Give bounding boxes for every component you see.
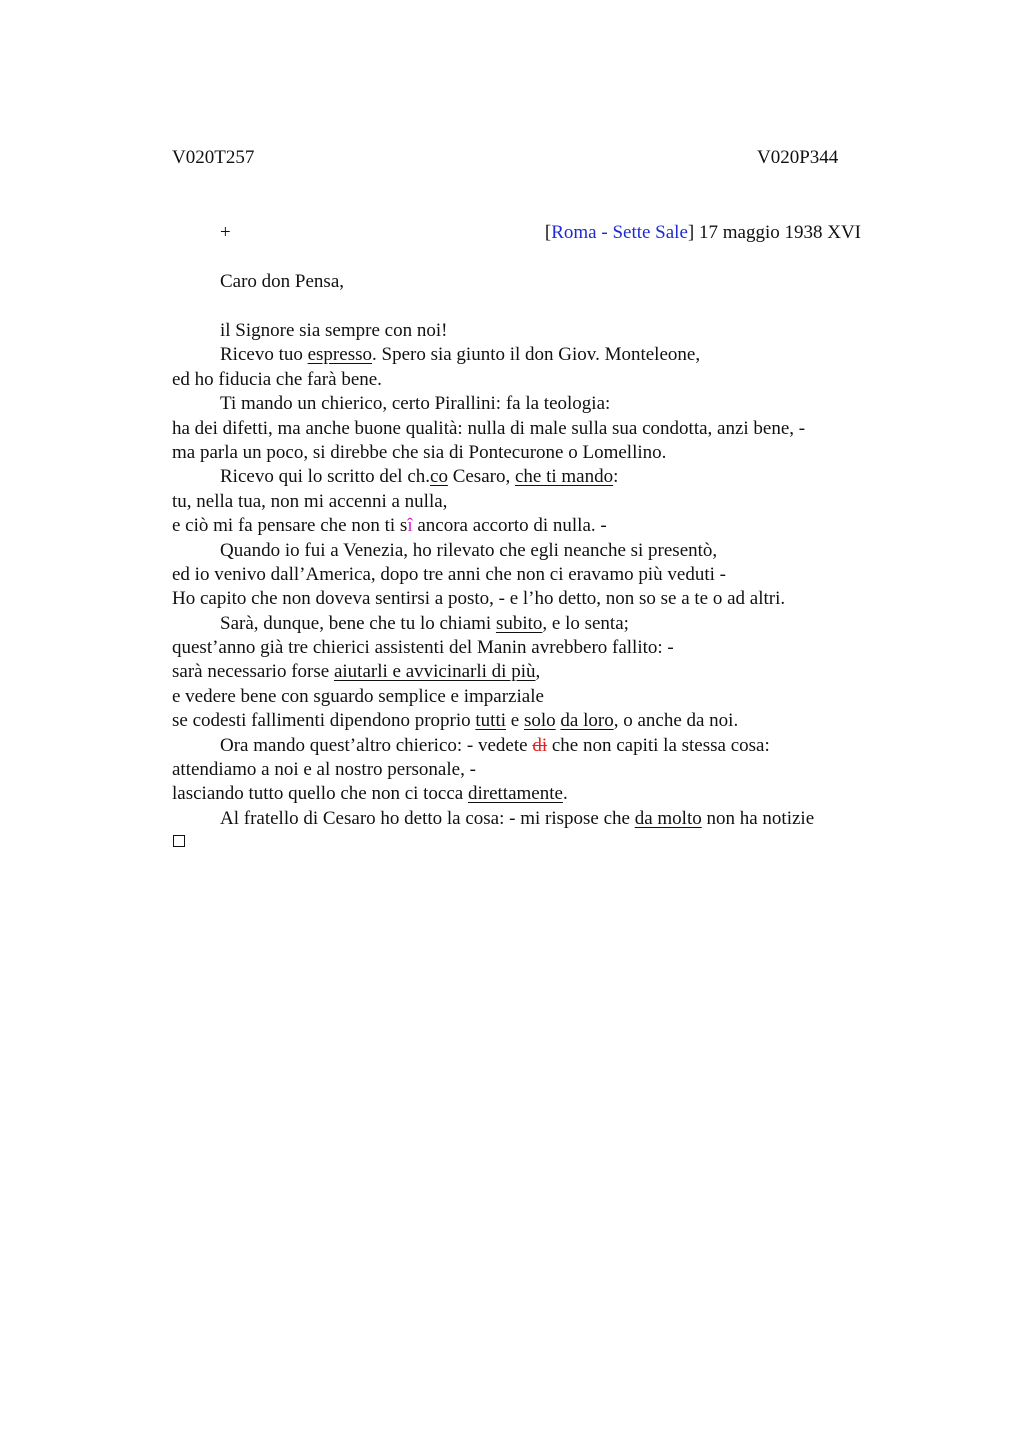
text-line: Ti mando un chierico, certo Pirallini: fa la teologia: [220, 393, 611, 415]
text-line: il Signore sia sempre con noi! [220, 320, 448, 341]
text-line: ha dei difetti, ma anche buone qualità: nulla di male sulla sua condotta, anzi bene, - [172, 417, 806, 439]
text-line: e vedere bene con sguardo semplice e imparziale [172, 685, 544, 707]
cross-symbol: + [220, 222, 231, 243]
underlined-word: subito [495, 612, 543, 634]
dateline [545, 222, 861, 244]
text-line: Al fratello di Cesaro ho detto la cosa: - mi rispose che da molto non ha notizie [220, 807, 815, 829]
underlined-phrase: da molto [634, 807, 702, 829]
underlined-word: tutti [475, 710, 507, 732]
text-line: lasciando tutto quello che non ci tocca direttamente. [172, 783, 568, 805]
document-code-left: V020T257 [172, 147, 255, 168]
text-line: Sarà, dunque, bene che tu lo chiami subito, e lo senta; [220, 612, 629, 634]
text-line: ed io venivo dall’America, dopo tre anni che non ci eravamo più veduti - [172, 563, 726, 585]
text-line: Quando io fui a Venezia, ho rilevato che egli neanche si presentò, [220, 539, 718, 561]
bracket-close: ] [687, 222, 695, 243]
letter-date: 17 maggio 1938 XVI [694, 222, 861, 243]
text-line: sarà necessario forse aiutarli e avvicinarli di più, [172, 661, 541, 683]
underlined-word: direttamente [467, 783, 563, 805]
underlined-word: solo [523, 710, 556, 732]
text-line: ma parla un poco, si direbbe che sia di Pontecurone o Lomellino. [172, 441, 667, 463]
text-line: Ho capito che non doveva sentirsi a posto, - e l’ho detto, non so se a te o ad altri. [172, 588, 786, 610]
text-line: Ricevo tuo espresso. Spero sia giunto il don Giov. Monteleone, [220, 344, 701, 366]
text-line: ed ho fiducia che farà bene. [172, 368, 382, 390]
underlined-word: espresso [307, 344, 372, 366]
place-name: Roma - Sette Sale [551, 222, 688, 243]
highlighted-char: î [407, 515, 413, 537]
text-line: Ricevo qui lo scritto del ch.co Cesaro, che ti mando: [220, 466, 619, 488]
end-marker-icon [173, 835, 185, 847]
text-line: tu, nella tua, non mi accenni a nulla, [172, 490, 448, 512]
underlined-phrase: che ti mando [514, 466, 614, 488]
document-code-right: V020P344 [757, 147, 839, 168]
letter-body [172, 319, 872, 831]
bracket-open: [ [544, 222, 552, 243]
underlined-word: co [430, 466, 448, 488]
text-line: attendiamo a noi e al nostro personale, - [172, 759, 476, 781]
text-line: se codesti fallimenti dipendono proprio tutti e solo da loro, o anche da noi. [172, 710, 739, 732]
salutation: Caro don Pensa, [220, 271, 345, 292]
underlined-phrase: da loro [560, 710, 614, 732]
text-line: Ora mando quest’altro chierico: - vedete di che non capiti la stessa cosa: [220, 734, 770, 756]
text-line: e ciò mi fa pensare che non ti sî ancora accorto di nulla. - [172, 515, 607, 537]
underlined-phrase: aiutarli e avvicinarli di più [333, 661, 536, 683]
struck-word: di [532, 734, 548, 756]
text-line: quest’anno già tre chierici assistenti del Manin avrebbero fallito: - [172, 637, 674, 659]
